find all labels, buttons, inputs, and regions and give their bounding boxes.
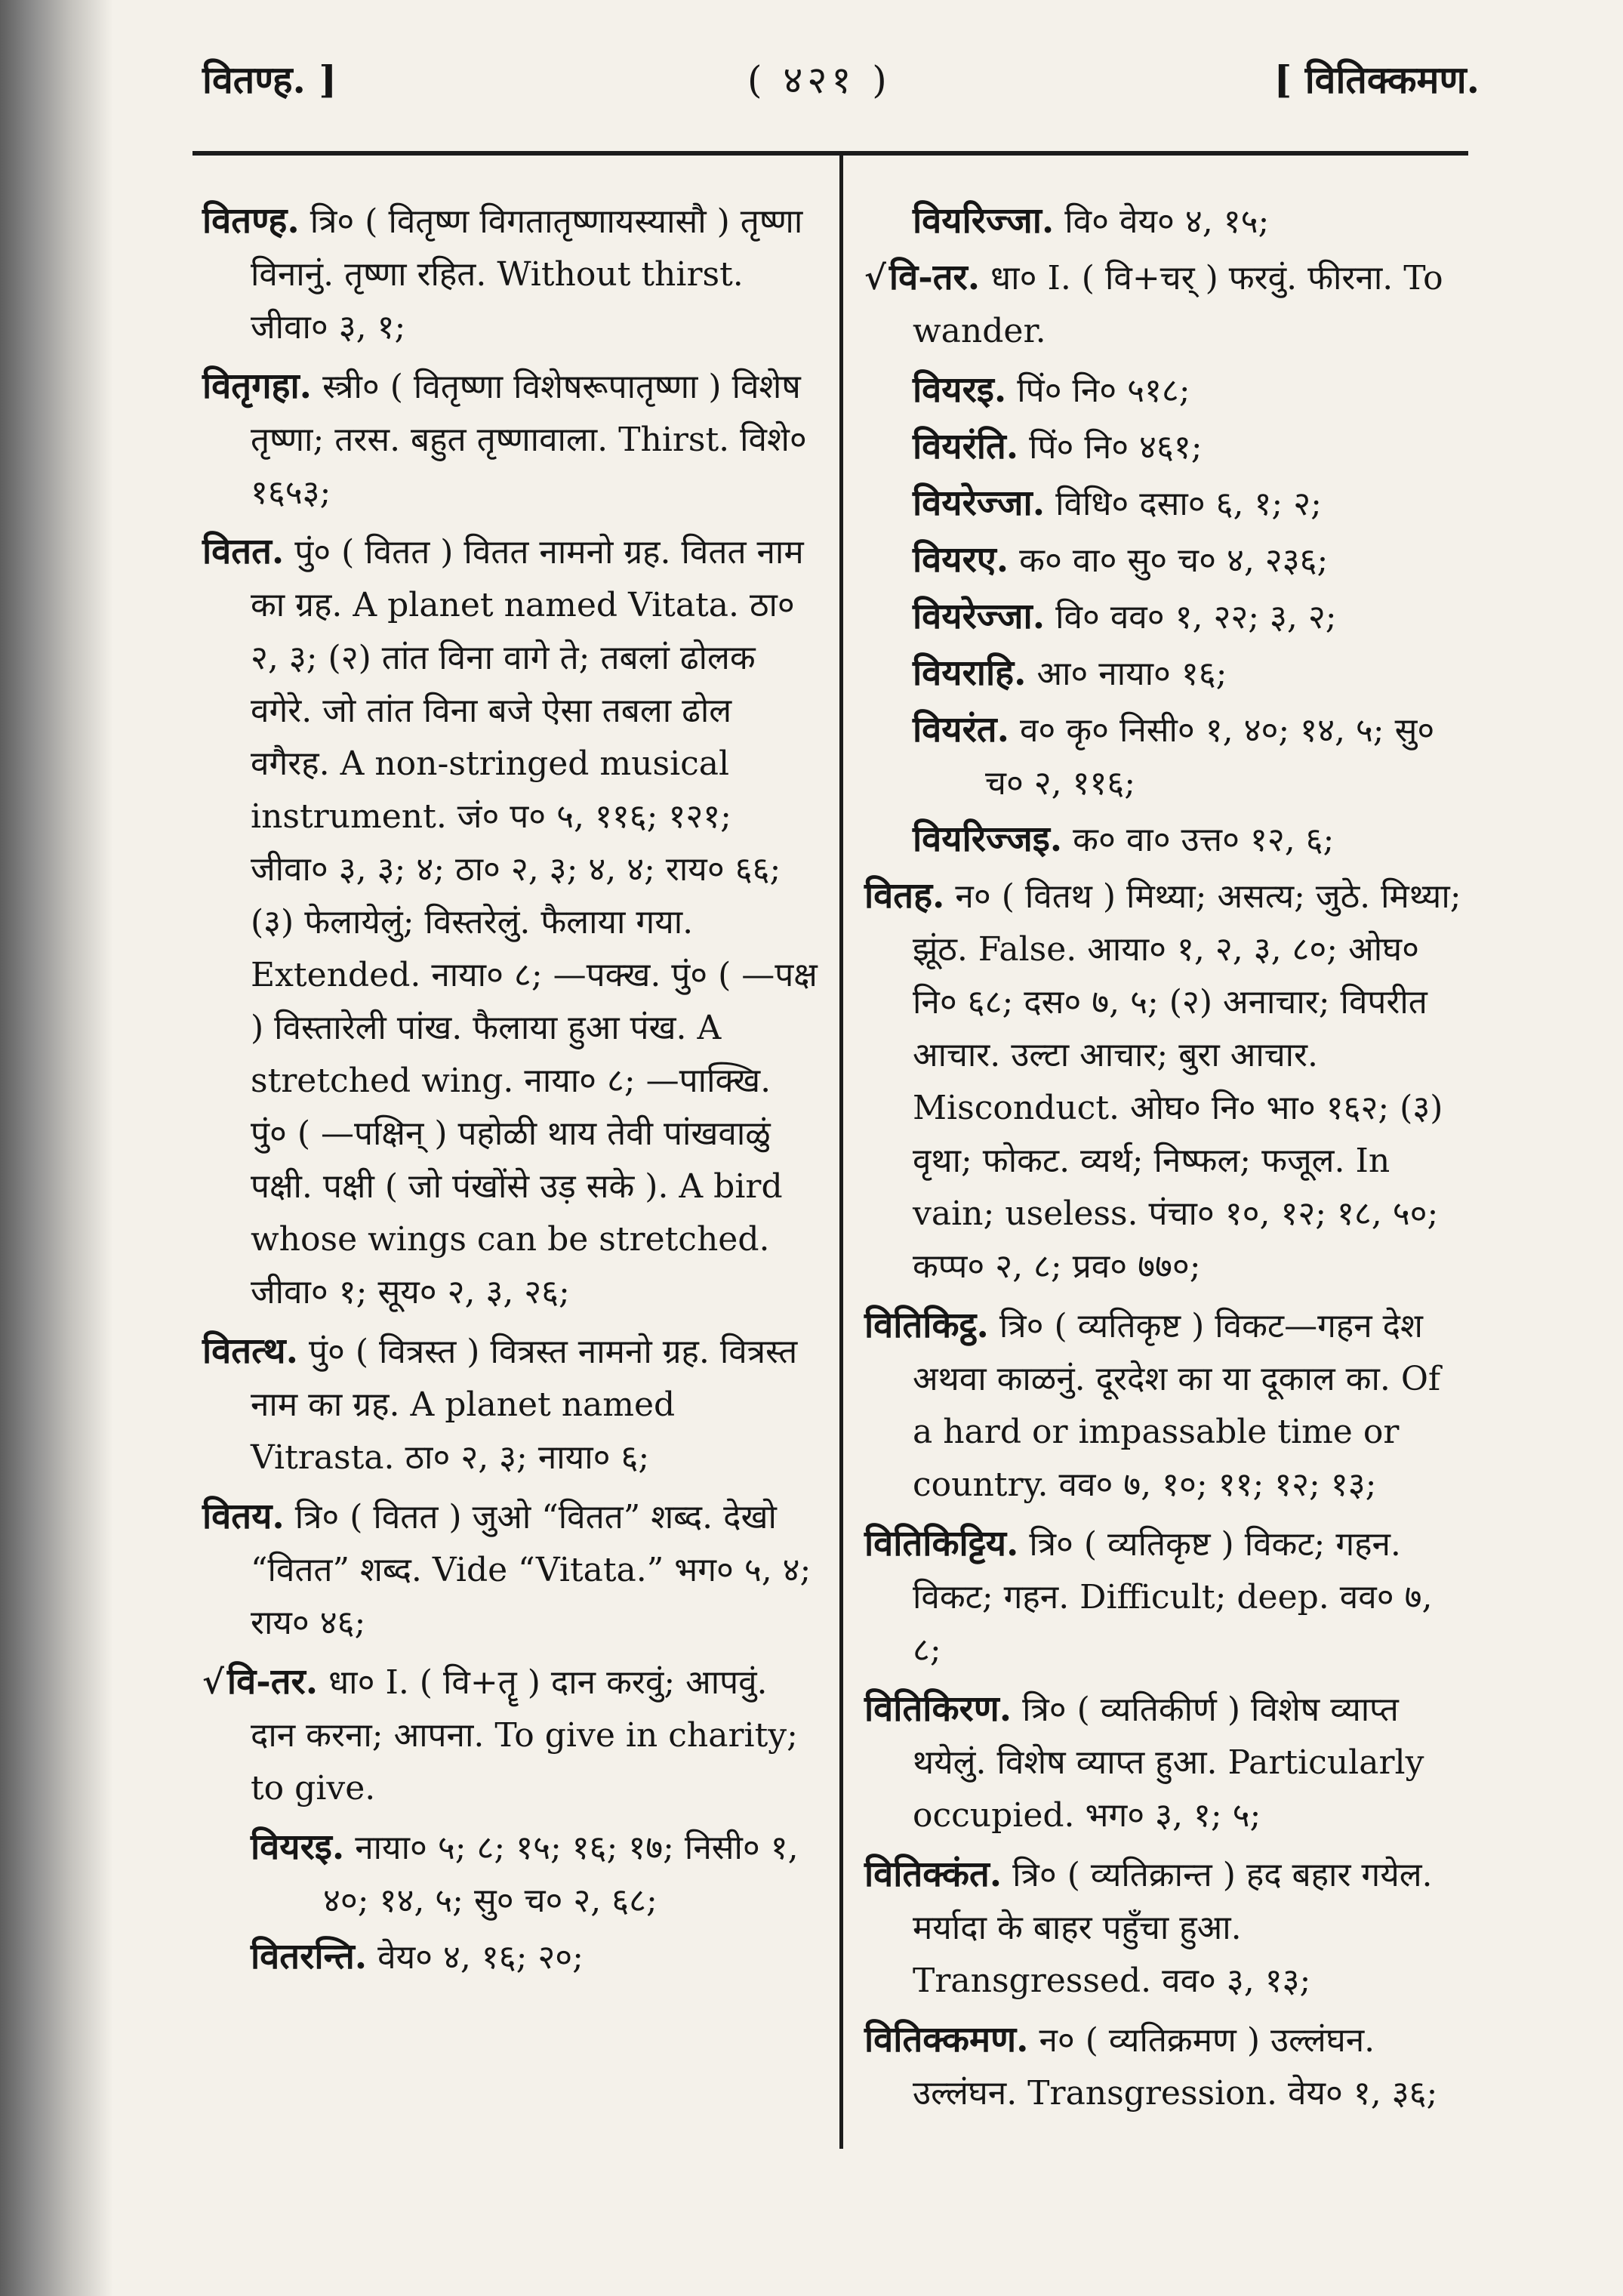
header-rule — [192, 151, 1468, 156]
entry-headword: वितिक्कंत. — [864, 1854, 1002, 1895]
sub-entry — [864, 534, 1468, 587]
entry-body: वि० वेय० ४, १५; — [1064, 202, 1270, 241]
entry-body: धा० I. ( वि+चर् ) फरवुं. फीरना. To wander. — [913, 259, 1443, 350]
dictionary-entry — [864, 2014, 1468, 2120]
entry-body: नाया० ५; ८; १५; १६; १७; निसी० १, ४०; १४, ५; सु० च० २, ६८; — [323, 1829, 799, 1920]
dictionary-entry — [202, 525, 818, 1319]
entry-body: त्रि० ( व्यतिकीर्ण ) विशेष व्याप्त थयेलुं. विशेष व्याप्त हुआ. Particularly occupied. भग० ३, १; ५; — [913, 1690, 1424, 1835]
entry-headword: वियरइ. — [913, 369, 1007, 411]
entry-headword: वितह. — [864, 875, 945, 917]
entry-body: क० वा० सु० च० ४, २३६; — [1019, 541, 1329, 580]
entry-body: धा० I. ( वि+तॄ ) दान करवुं; आपवुं. दान करना; आपना. To give in charity; to give. — [251, 1663, 798, 1808]
running-head-right: [ वितिक्कमण. — [1273, 57, 1480, 102]
root-mark: √ — [864, 259, 886, 297]
dictionary-entry — [864, 1683, 1468, 1842]
entry-headword: वियरिज्जइ. — [913, 818, 1063, 860]
entry-headword: वितृगहा. — [202, 365, 313, 407]
entry-headword: वियरए. — [913, 539, 1009, 581]
dictionary-entry — [864, 1848, 1468, 2008]
entry-headword: वियरंत. — [913, 709, 1009, 750]
entry-body: वेय० ४, १६; २०; — [377, 1938, 584, 1977]
entry-headword: वि-तर. — [888, 257, 981, 298]
entry-body: विधि० दसा० ६, १; २; — [1055, 485, 1322, 523]
entry-headword: वितत. — [202, 531, 285, 572]
sub-entry — [202, 1821, 818, 1928]
root-entry — [864, 251, 1468, 358]
entry-headword: वितिकिट्ठ. — [864, 1305, 989, 1346]
entry-headword: वियरंति. — [913, 426, 1019, 467]
entry-body: पुं० ( वित्रस्त ) वित्रस्त नामनो ग्रह. वित्रस्त नाम का ग्रह. A planet named Vitrasta. ठा० २, ३; नाया० ६; — [251, 1333, 798, 1477]
dictionary-entry — [864, 1299, 1468, 1512]
dictionary-entry — [202, 360, 818, 519]
entry-body: न० ( वितथ ) मिथ्या; असत्य; जुठे. मिथ्या; झूंठ. False. आया० १, २, ३, ८०; ओघ० नि० ६८; दस० ७, ५; (२) अनाचार; विपरीत आचार. उल्टा आचार; बुरा आचार. Misconduct. ओघ० नि० भा० १६२; (३) वृथा; फोकट. व्यर्थ; निष्फल; फजूल. In vain; useless. पंचा० १०, १२; १८, ५०; कप्प० २, ८; प्रव० ७७०; — [913, 877, 1461, 1286]
entry-headword: वियरेज्जा. — [913, 482, 1046, 524]
entry-body: व० कृ० निसी० १, ४०; १४, ५; सु० च० २, ११६; — [985, 711, 1435, 803]
root-entry — [202, 1656, 818, 1815]
entry-headword: वियरेज्जा. — [913, 596, 1046, 637]
dictionary-entry — [202, 1325, 818, 1484]
entry-body: वि० वव० १, २२; ३, २; — [1055, 598, 1337, 636]
sub-entry — [864, 813, 1468, 867]
column-rule — [839, 156, 843, 2149]
sub-entry — [864, 195, 1468, 248]
sub-entry — [864, 647, 1468, 701]
entry-headword: वितय. — [202, 1496, 285, 1537]
sub-entry — [864, 704, 1468, 810]
entry-body: त्रि० ( वितृष्ण विगतातृष्णायस्यासौ ) तृष्णा विनानुं. तृष्णा रहित. Without thirst. जीवा० ३, १; — [251, 202, 803, 347]
dictionary-entry — [864, 1518, 1468, 1677]
dictionary-entry — [202, 1490, 818, 1650]
entry-headword: वितण्ह. — [202, 200, 300, 242]
root-mark: √ — [202, 1663, 224, 1702]
entry-body: न० ( व्यतिक्रमण ) उल्लंघन. उल्लंघन. Transgression. वेय० १, ३६; — [913, 2021, 1438, 2113]
entry-body: पिं० नि० ४६१; — [1029, 428, 1203, 467]
entry-body: त्रि० ( व्यतिक्रान्त ) हद बहार गयेल. मर्यादा के बाहर पहुँचा हुआ. Transgressed. वव० ३, १३; — [913, 1856, 1433, 2000]
entry-headword: वितत्थ. — [202, 1330, 298, 1372]
entry-body: पिं० नि० ५१८; — [1017, 371, 1190, 410]
entry-body: त्रि० ( व्यतिकृष्ट ) विकट—गहन देश अथवा काळनुं. दूरदेश का या दूकाल का. Of a hard or impassable time or country. वव० ७, १०; ११; १२; १३; — [913, 1307, 1441, 1504]
sub-entry — [864, 590, 1468, 644]
entry-body: क० वा० उत्त० १२, ६; — [1073, 821, 1335, 859]
entry-headword: वियरइ. — [251, 1826, 345, 1868]
entry-body: आ० नाया० १६; — [1036, 655, 1227, 693]
entry-headword: वि-तर. — [226, 1661, 319, 1703]
entry-body: त्रि० ( वितत ) जुओ “वितत” शब्द. देखो “वितत” शब्द. Vide “Vitata.” भग० ५, ४; राय० ४६; — [251, 1498, 812, 1642]
entry-headword: वितरन्ति. — [251, 1936, 368, 1977]
page-binding-shadow — [0, 0, 113, 2296]
sub-entry — [864, 364, 1468, 418]
entry-headword: वियराहि. — [913, 652, 1027, 694]
sub-entry — [202, 1931, 818, 1984]
running-head-left: वितण्ह. ] — [202, 57, 337, 102]
entry-headword: वितिकिट्टिय. — [864, 1523, 1019, 1564]
dictionary-entry — [864, 870, 1468, 1293]
sub-entry — [864, 477, 1468, 531]
entry-body: त्रि० ( व्यतिकृष्ट ) विकट; गहन. विकट; गहन. Difficult; deep. वव० ७, ८; — [913, 1525, 1433, 1669]
right-column — [864, 195, 1468, 2126]
entry-body: स्त्री० ( वितृष्णा विशेषरूपातृष्णा ) विशेष तृष्णा; तरस. बहुत तृष्णावाला. Thirst. विशे० १६५३; — [251, 368, 807, 512]
entry-headword: वितिक्कमण. — [864, 2019, 1029, 2060]
left-column — [202, 195, 818, 1987]
page-number: ( ४२१ ) — [747, 58, 892, 102]
entry-body: पुं० ( वितत ) वितत नामनो ग्रह. वितत नाम का ग्रह. A planet named Vitata. ठा० २, ३; (२) तांत विना वागे ते; तबलां ढोलक वगेरे. जो तांत विना बजे ऐसा तबला ढोल वगैरह. A non-stringed musical instrument. जं० प० ५, ११६; १२१; जीवा० ३, ३; ४; ठा० २, ३; ४, ४; राय० ६६; (३) फेलायेलुं; विस्तरेलुं. फैलाया गया. Extended. नाया० ८; —पक्ख. पुं० ( —पक्ष ) विस्तारेली पांख. फैलाया हुआ पंख. A stretched wing. नाया० ८; —पाक्खि. पुं० ( —पक्षिन् ) पहोळी थाय तेवी पांखवाळुं पक्षी. पक्षी ( जो पंखोंसे उड़ सके ). A bird whose wings can be stretched. जीवा० १; सूय० २, ३, २६; — [251, 533, 818, 1311]
sub-entry — [864, 421, 1468, 474]
dictionary-entry — [202, 195, 818, 354]
entry-headword: वितिकिरण. — [864, 1688, 1012, 1730]
entry-headword: वियरिज्जा. — [913, 200, 1055, 242]
